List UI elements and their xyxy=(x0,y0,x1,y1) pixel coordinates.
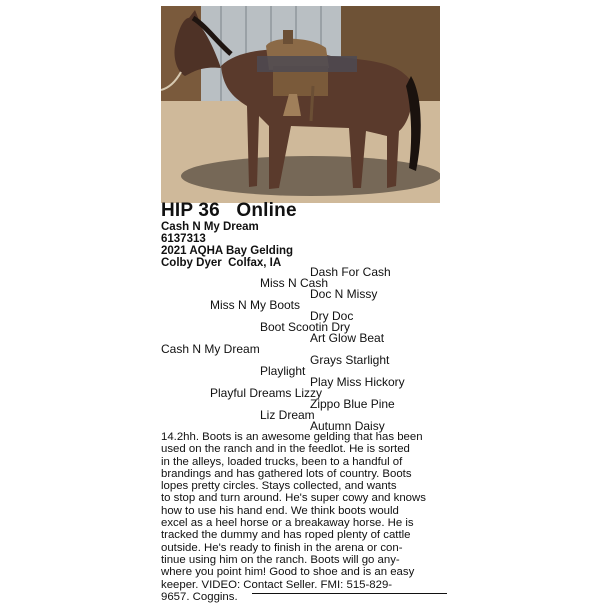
pedigree-dam: Playful Dreams Lizzy xyxy=(210,386,323,400)
description-line: lopes pretty circles. Stays collected, and wants xyxy=(161,480,397,493)
pedigree-dam-dam-sire: Zippo Blue Pine xyxy=(310,397,395,411)
description-line: to stop and turn around. He's super cowy and knows xyxy=(161,492,426,505)
listing-status: Online xyxy=(236,200,297,221)
pedigree-sire-sire: Miss N Cash xyxy=(260,276,329,290)
consignor-line xyxy=(161,257,281,269)
description-line: how to use his hand end. We think boots would xyxy=(161,504,399,517)
consignor-location: Colfax, IA xyxy=(228,257,282,269)
hip-header xyxy=(161,200,297,222)
breed-line: 2021 AQHA Bay Gelding xyxy=(161,245,294,257)
pedigree-sire-sire-dam: Doc N Missy xyxy=(310,287,378,301)
pedigree-sire-dam-sire: Dry Doc xyxy=(310,309,354,323)
pedigree-dam-dam-dam: Autumn Daisy xyxy=(310,419,385,433)
description-line: used on the ranch and in the feedlot. He is sorted xyxy=(161,443,410,456)
description-line: brandings and has gathered lots of country. Boots xyxy=(161,467,412,480)
description-line: in the alleys, loaded trucks, been to a handful of xyxy=(161,455,403,468)
consignor-name: Colby Dyer xyxy=(161,257,222,269)
pedigree-sire-dam-dam: Art Glow Beat xyxy=(310,331,385,345)
horse-photo xyxy=(161,6,440,203)
description-line: excel as a heel horse or a breakaway horse. He is xyxy=(161,517,414,530)
description-line: tracked the dummy and has roped plenty of cattle xyxy=(161,529,411,542)
pedigree-subject: Cash N My Dream xyxy=(161,342,260,356)
pedigree-dam-sire: Playlight xyxy=(260,364,306,378)
description-line: keeper. VIDEO: Contact Seller. FMI: 515-829- xyxy=(161,578,393,591)
description-line: 14.2hh. Boots is an awesome gelding that has been xyxy=(161,431,423,443)
description-line: tinue using him on the ranch. Boots will go any- xyxy=(161,553,400,566)
notes-underline xyxy=(252,593,447,594)
pedigree-dam-sire-sire: Grays Starlight xyxy=(310,353,390,367)
horse-name: Cash N My Dream xyxy=(161,221,259,233)
horse-photo-illustration xyxy=(161,6,440,203)
horse-description xyxy=(161,431,440,603)
pedigree-sire-sire-sire: Dash For Cash xyxy=(310,265,391,279)
description-line: where you point him! Good to shoe and is an easy xyxy=(161,566,415,579)
description-line: outside. He's ready to finish in the arena or con- xyxy=(161,541,403,554)
pedigree-sire: Miss N My Boots xyxy=(210,298,301,312)
hip-label: HIP 36 xyxy=(161,200,220,221)
pedigree-dam-dam: Liz Dream xyxy=(260,408,315,422)
description-line: 9657. Coggins. xyxy=(161,590,238,603)
pedigree-sire-dam: Boot Scootin Dry xyxy=(260,320,351,334)
registration-number: 6137313 xyxy=(161,233,206,245)
pedigree-dam-sire-dam: Play Miss Hickory xyxy=(310,375,405,389)
